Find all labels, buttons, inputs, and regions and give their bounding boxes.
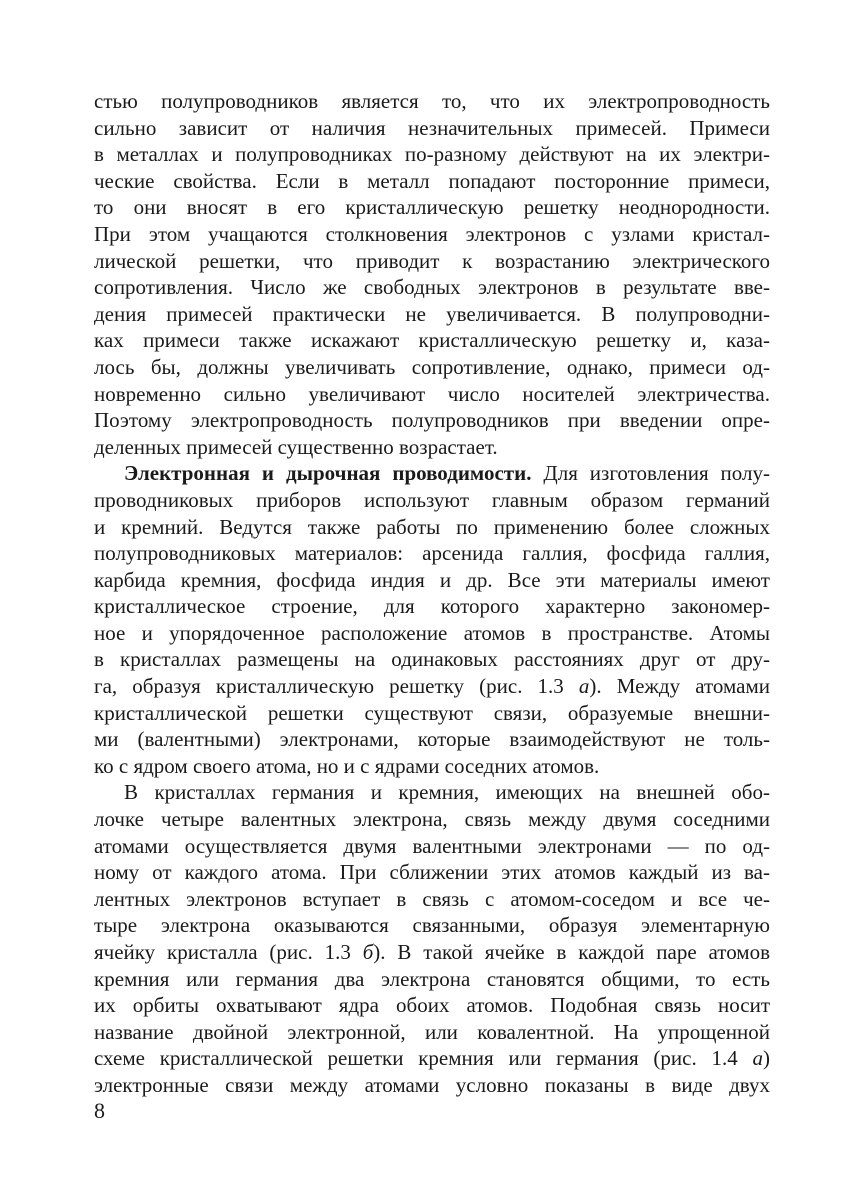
- text-line: кристаллической решетки существуют связи, образуемые внешни-: [94, 700, 770, 725]
- text-line: атомами осуществляется двумя валентными электронами — по од-: [94, 833, 770, 858]
- text-line: ческие свойства. Если в металл попадают посторонние примеси,: [94, 168, 770, 193]
- text-line: ному от каждого атома. При сближении этих атомов каждый из ва-: [94, 860, 770, 885]
- text-fragment: ): [763, 1046, 770, 1071]
- text-line: в металлах и полупроводниках по-разному действуют на их электри-: [94, 142, 770, 167]
- figure-reference-letter: а: [578, 674, 590, 699]
- text-line: [94, 673, 770, 700]
- text-line: [94, 939, 770, 966]
- text-fragment: схеме кристаллической решетки кремния или германия (рис. 1.4: [94, 1046, 753, 1071]
- paragraph-2: [94, 460, 770, 779]
- text-line: проводниковых приборов используют главным образом германий: [94, 487, 770, 512]
- paragraph-3: [94, 779, 770, 1098]
- text-fragment: ). Между атомами: [589, 674, 770, 699]
- text-line: лентных электронов вступает в связь с атомом-соседом и все че-: [94, 886, 770, 911]
- text-fragment: Для изготовления полу-: [531, 461, 770, 486]
- text-line: полупроводниковых материалов: арсенида галлия, фосфида галлия,: [94, 541, 770, 566]
- text-line: [94, 460, 770, 487]
- text-line: дения примесей практически не увеличивается. В полупроводни-: [94, 301, 770, 326]
- text-line: Поэтому электропроводность полупроводников при введении опре-: [94, 408, 770, 433]
- text-line: и кремний. Ведутся также работы по применению более сложных: [94, 514, 770, 539]
- text-line: сильно зависит от наличия незначительных примесей. Примеси: [94, 115, 770, 140]
- text-fragment: ячейку кристалла (рис. 1.3: [94, 940, 363, 964]
- text-line: лической решетки, что приводит к возрастанию электрического: [94, 248, 770, 273]
- text-line: электронные связи между атомами условно показаны в виде двух: [94, 1072, 770, 1097]
- text-line: название двойной электронной, или ковалентной. На упрощенной: [94, 1019, 770, 1044]
- text-line: тыре электрона оказываются связанными, образуя элементарную: [94, 913, 770, 938]
- text-line: ми (валентными) электронами, которые взаимодействуют не толь-: [94, 727, 770, 752]
- text-line: сопротивления. Число же свободных электронов в результате вве-: [94, 275, 770, 300]
- section-heading: Электронная и дырочная проводимости.: [124, 461, 532, 486]
- text-line: При этом учащаются столкновения электронов с узлами кристал-: [94, 221, 770, 246]
- text-fragment: га, образуя кристаллическую решетку (рис. 1.3: [94, 674, 579, 699]
- text-line: деленных примесей существенно возрастает.: [94, 434, 498, 459]
- text-line: ко с ядром своего атома, но и с ядрами соседних атомов.: [94, 753, 600, 778]
- text-line: лось бы, должны увеличивать сопротивление, однако, примеси од-: [94, 354, 770, 379]
- text-line: кремния или германия два электрона становятся общими, то есть: [94, 966, 770, 991]
- text-fragment: ). В такой ячейке в каждой паре атомов: [373, 940, 770, 964]
- text-line: [94, 1045, 770, 1072]
- text-line: их орбиты охватывают ядра обоих атомов. Подобная связь носит: [94, 993, 770, 1018]
- text-line: новременно сильно увеличивают число носителей электричества.: [94, 381, 770, 406]
- paragraph-1: [94, 88, 770, 460]
- text-line: то они вносят в его кристаллическую решетку неоднородности.: [94, 195, 770, 220]
- text-line: стью полупроводников является то, что их электропроводность: [94, 89, 770, 113]
- text-line: ках примеси также искажают кристаллическую решетку и, каза-: [94, 328, 770, 353]
- text-line: кристаллическое строение, для которого характерно закономер-: [94, 594, 770, 619]
- text-line: в кристаллах размещены на одинаковых расстояниях друг от дру-: [94, 647, 770, 672]
- figure-reference-letter: а: [752, 1046, 763, 1071]
- body-text: [94, 88, 770, 1099]
- text-line: В кристаллах германия и кремния, имеющих на внешней обо-: [124, 780, 770, 805]
- page-number: 8: [94, 1098, 105, 1123]
- text-line: лочке четыре валентных электрона, связь между двумя соседними: [94, 807, 770, 832]
- text-line: ное и упорядоченное расположение атомов в пространстве. Атомы: [94, 620, 770, 645]
- figure-reference-letter: б: [362, 940, 374, 964]
- text-line: карбида кремния, фосфида индия и др. Все эти материалы имеют: [94, 567, 770, 592]
